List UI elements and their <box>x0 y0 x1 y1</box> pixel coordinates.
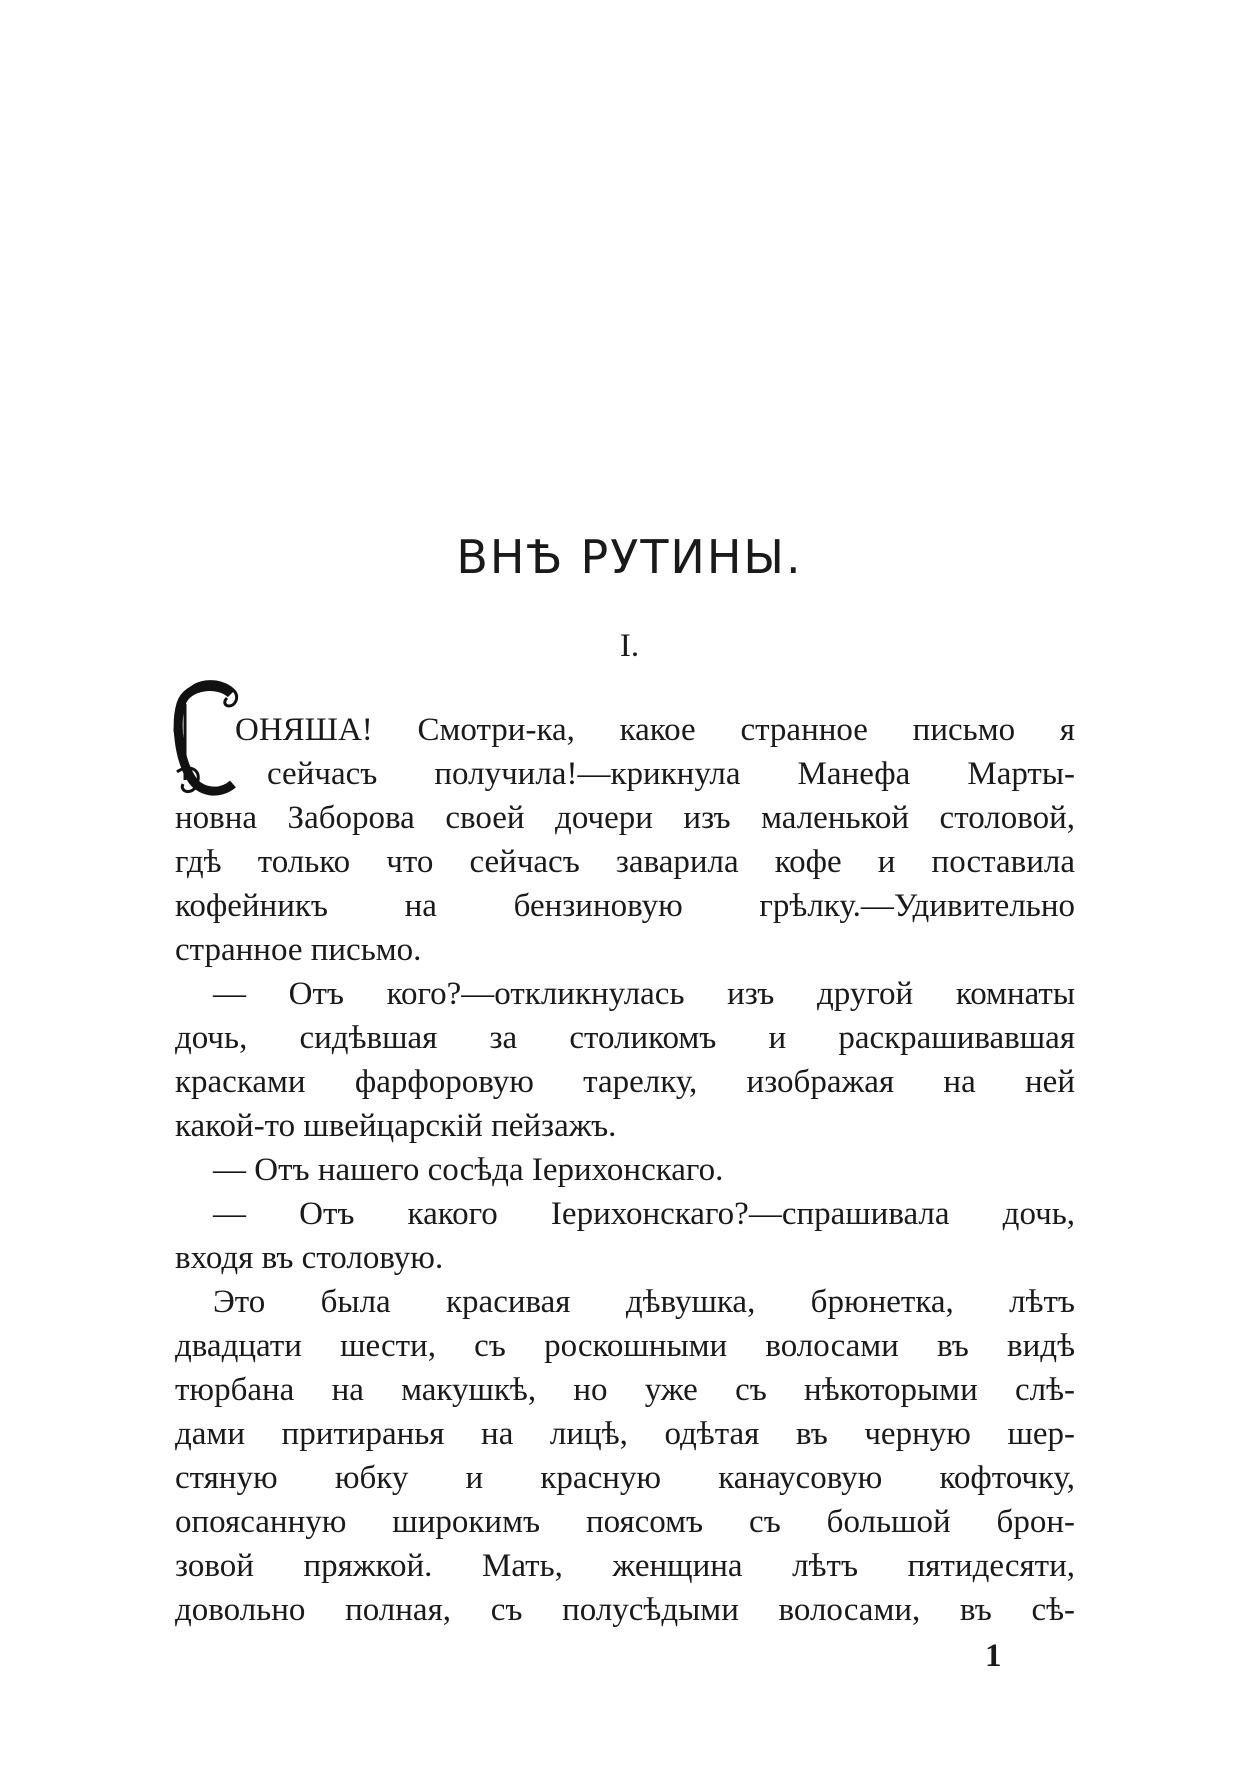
body-text <box>175 708 1075 1632</box>
text-line: странное письмо. <box>175 932 422 968</box>
text-line: довольно полная, съ полусѣдыми волосами, въ сѣ- <box>175 1592 1075 1628</box>
text-line: стяную юбку и красную канаусовую кофточку, <box>175 1460 1075 1496</box>
text-line: ОНЯША! Смотри-ка, какое странное письмо я <box>235 712 1075 748</box>
text-line: — Отъ какого Іерихонскаго?—спрашивала дочь, <box>213 1196 1075 1232</box>
text-line: — Отъ кого?—откликнулась изъ другой комнаты <box>213 976 1075 1012</box>
text-line: двадцати шести, съ роскошными волосами въ видѣ <box>175 1328 1075 1364</box>
chapter-title: ВНѢ РУТИНЫ. <box>456 530 803 584</box>
text-line: кофейникъ на бензиновую грѣлку.—Удивительно <box>175 888 1075 924</box>
text-line: дочь, сидѣвшая за столикомъ и раскрашивавшая <box>175 1020 1075 1056</box>
page-number: 1 <box>985 1638 1002 1674</box>
text-line: дами притиранья на лицѣ, одѣтая въ черную шер- <box>175 1416 1075 1452</box>
dropcap-ornament-icon <box>169 680 249 805</box>
text-line: тюрбана на макушкѣ, но уже съ нѣкоторыми слѣ- <box>175 1372 1075 1408</box>
text-line: входя въ столовую. <box>175 1240 444 1276</box>
dropcap-letter <box>169 680 239 800</box>
chapter-number: I. <box>619 628 640 664</box>
text-line: — Отъ нашего сосѣда Іерихонскаго. <box>213 1152 724 1188</box>
text-line: сейчасъ получила!—крикнула Манефа Марты- <box>267 756 1075 792</box>
text-line: Это была красивая дѣвушка, брюнетка, лѣтъ <box>213 1284 1075 1320</box>
text-line: красками фарфоровую тарелку, изображая на ней <box>175 1064 1075 1100</box>
text-line: опоясанную широкимъ поясомъ съ большой брон- <box>175 1504 1075 1540</box>
text-line: какой-то швейцарскій пейзажъ. <box>175 1108 617 1144</box>
text-line: гдѣ только что сейчасъ заварила кофе и поставила <box>175 844 1075 880</box>
text-line: новна Заборова своей дочери изъ маленькой столовой, <box>175 800 1075 836</box>
text-line: зовой пряжкой. Мать, женщина лѣтъ пятидесяти, <box>175 1548 1075 1584</box>
